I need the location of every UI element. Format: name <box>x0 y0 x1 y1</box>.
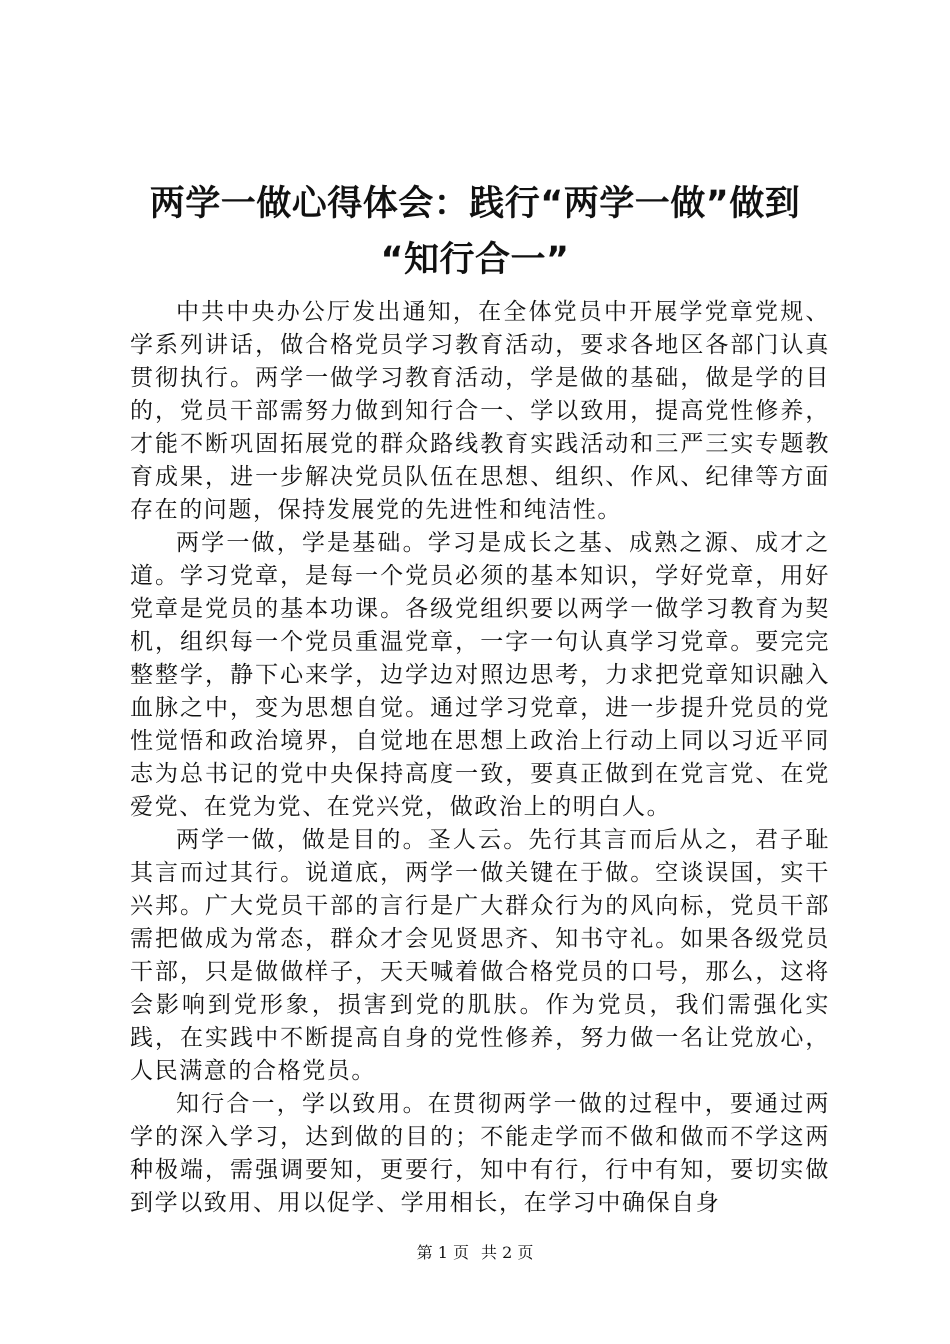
document-title <box>60 176 890 288</box>
title-line-2: “知行合一” <box>380 240 570 280</box>
title-line-1: 两学一做心得体会：践行“两学一做”做到 <box>149 184 801 224</box>
page-number-current: 第 1 页 <box>416 1243 469 1262</box>
document-body <box>130 296 830 1220</box>
paragraph-4: 知行合一，学以致用。在贯彻两学一做的过程中，要通过两学的深入学习，达到做的目的；不能走学而不做和做而不学这两种极端，需强调要知，更要行，知中有行，行中有知，要切实做到学以致用、用以促学、学用相长，在学习中确保自身 <box>130 1091 830 1216</box>
paragraph-1: 中共中央办公厅发出通知，在全体党员中开展学党章党规、学系列讲话，做合格党员学习教育活动，要求各地区各部门认真贯彻执行。两学一做学习教育活动，学是做的基础，做是学的目的，党员干部需努力做到知行合一、学以致用，提高党性修养，才能不断巩固拓展党的群众路线教育实践活动和三严三实专题教育成果，进一步解决党员队伍在思想、组织、作风、纪律等方面存在的问题，保持发展党的先进性和纯洁性。 <box>130 299 830 523</box>
page-number-total: 共 2 页 <box>481 1243 534 1262</box>
paragraph-2: 两学一做，学是基础。学习是成长之基、成熟之源、成才之道。学习党章，是每一个党员必须的基本知识，学好党章，用好党章是党员的基本功课。各级党组织要以两学一做学习教育为契机，组织每一个党员重温党章，一字一句认真学习党章。要完完整整学，静下心来学，边学边对照边思考，力求把党章知识融入血脉之中，变为思想自觉。通过学习党章，进一步提升党员的党性觉悟和政治境界，自觉地在思想上政治上行动上同以习近平同志为总书记的党中央保持高度一致，要真正做到在党言党、在党爱党、在党为党、在党兴党，做政治上的明白人。 <box>130 530 830 820</box>
page-footer <box>0 1243 950 1263</box>
paragraph-3: 两学一做，做是目的。圣人云。先行其言而后从之，君子耻其言而过其行。说道底，两学一做关键在于做。空谈误国，实干兴邦。广大党员干部的言行是广大群众行为的风向标，党员干部需把做成为常态，群众才会见贤思齐、知书守礼。如果各级党员干部，只是做做样子，天天喊着做合格党员的口号，那么，这将会影响到党形象，损害到党的肌肤。作为党员，我们需强化实践，在实践中不断提高自身的党性修养，努力做一名让党放心，人民满意的合格党员。 <box>130 827 830 1084</box>
